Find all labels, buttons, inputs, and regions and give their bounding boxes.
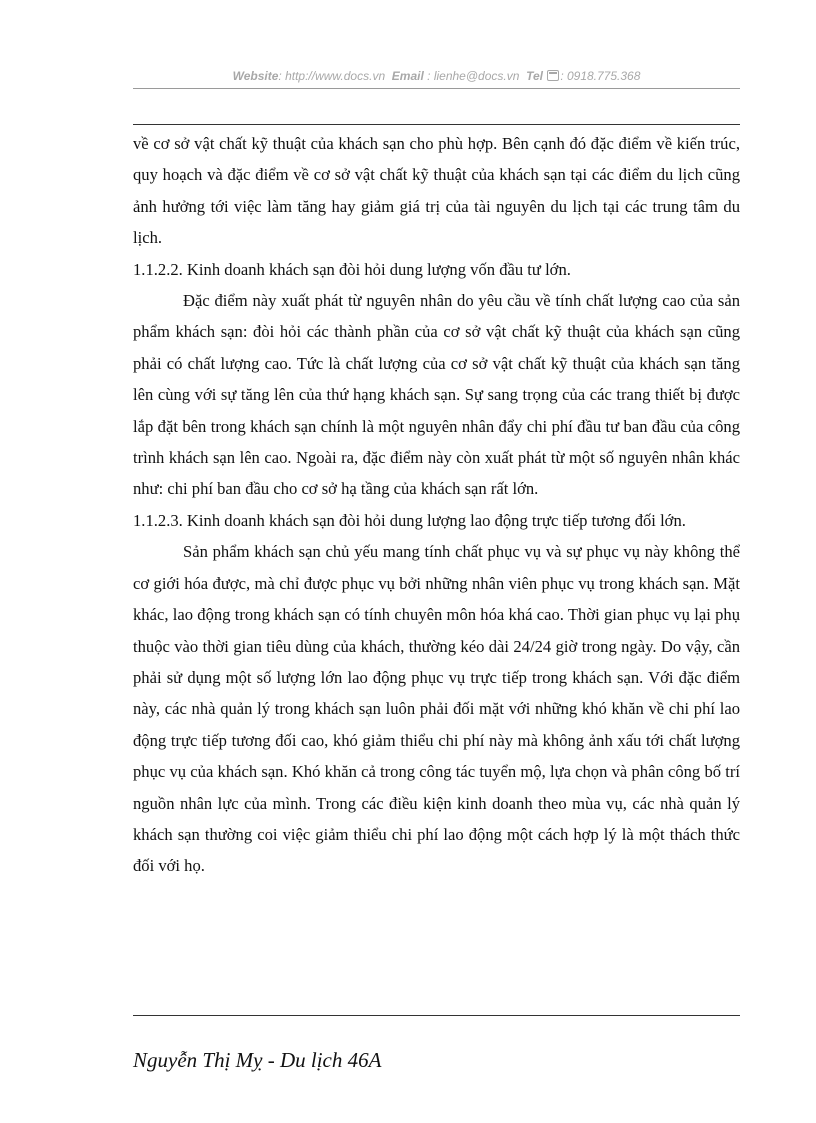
website-url[interactable]: : http://www.docs.vn (278, 69, 386, 83)
telephone-icon (547, 70, 559, 81)
tel-number: : 0918.775.368 (560, 69, 641, 83)
paragraph-continuation: về cơ sở vật chất kỹ thuật của khách sạn cho phù hợp. Bên cạnh đó đặc điểm về kiến trúc, quy hoạch và đặc điểm về cơ sở vật chất kỹ thuật của khách sạn tại các điểm du lịch cũng ảnh hưởng tới việc làm tăng hay giảm giá trị của tài nguyên du lịch tại các trung tâm du lịch. (133, 134, 740, 248)
paragraph-labor: Sản phẩm khách sạn chủ yếu mang tính chất phục vụ và sự phục vụ này không thể cơ giới hóa được, mà chỉ được phục vụ bởi những nhân viên phục vụ trong khách sạn. Mặt khác, lao động trong khách sạn có tính chuyên môn hóa khá cao. Thời gian phục vụ lại phụ thuộc vào thời gian tiêu dùng của khách, thường kéo dài 24/24 giờ trong ngày. Do vậy, cần phải sử dụng một số lượng lớn lao động phục vụ trực tiếp trong khách sạn. Với đặc điểm này, các nhà quản lý trong khách sạn luôn phải đối mặt với những khó khăn về chi phí lao động trực tiếp tương đối cao, khó giảm thiểu chi phí này mà không ảnh xấu tới chất lượng phục vụ của khách sạn. Khó khăn cả trong công tác tuyển mộ, lựa chọn và phân công bố trí nguồn nhân lực của mình. Trong các điều kiện kinh doanh theo mùa vụ, các nhà quản lý khách sạn thường coi việc giảm thiểu chi phí lao động một cách hợp lý là một thách thức đối với họ. (133, 542, 740, 876)
email-address[interactable]: : lienhe@docs.vn (427, 69, 520, 83)
bottom-divider (133, 1015, 740, 1016)
top-divider (133, 124, 740, 125)
section-heading-1-1-2-3: 1.1.2.3. Kinh doanh khách sạn đòi hỏi dung lượng lao động trực tiếp tương đối lớn. (133, 510, 686, 530)
website-label: Website (232, 69, 279, 83)
document-body (133, 128, 740, 882)
email-label: Email (391, 69, 424, 83)
paragraph-capital-investment: Đặc điểm này xuất phát từ nguyên nhân do yêu cầu về tính chất lượng cao của sản phẩm khách sạn: đòi hỏi các thành phần của cơ sở vật chất kỹ thuật của khách sạn cũng phải có chất lượng cao. Tức là chất lượng của cơ sở vật chất kỹ thuật của khách sạn tăng lên cùng với sự tăng lên của thứ hạng khách sạn. Sự sang trọng của các trang thiết bị được lắp đặt bên trong khách sạn chính là một nguyên nhân đẩy chi phí đầu tư ban đầu của công trình khách sạn lên cao. Ngoài ra, đặc điểm này còn xuất phát từ một số nguyên nhân khác như: chi phí ban đầu cho cơ sở hạ tầng của khách sạn rất lớn. (133, 291, 740, 499)
footer-author: Nguyễn Thị Mỵ - Du lịch 46A (133, 1048, 382, 1072)
section-heading-1-1-2-2: 1.1.2.2. Kinh doanh khách sạn đòi hỏi dung lượng vốn đầu tư lớn. (133, 259, 571, 279)
page-header (133, 66, 740, 89)
tel-label: Tel (526, 69, 543, 83)
